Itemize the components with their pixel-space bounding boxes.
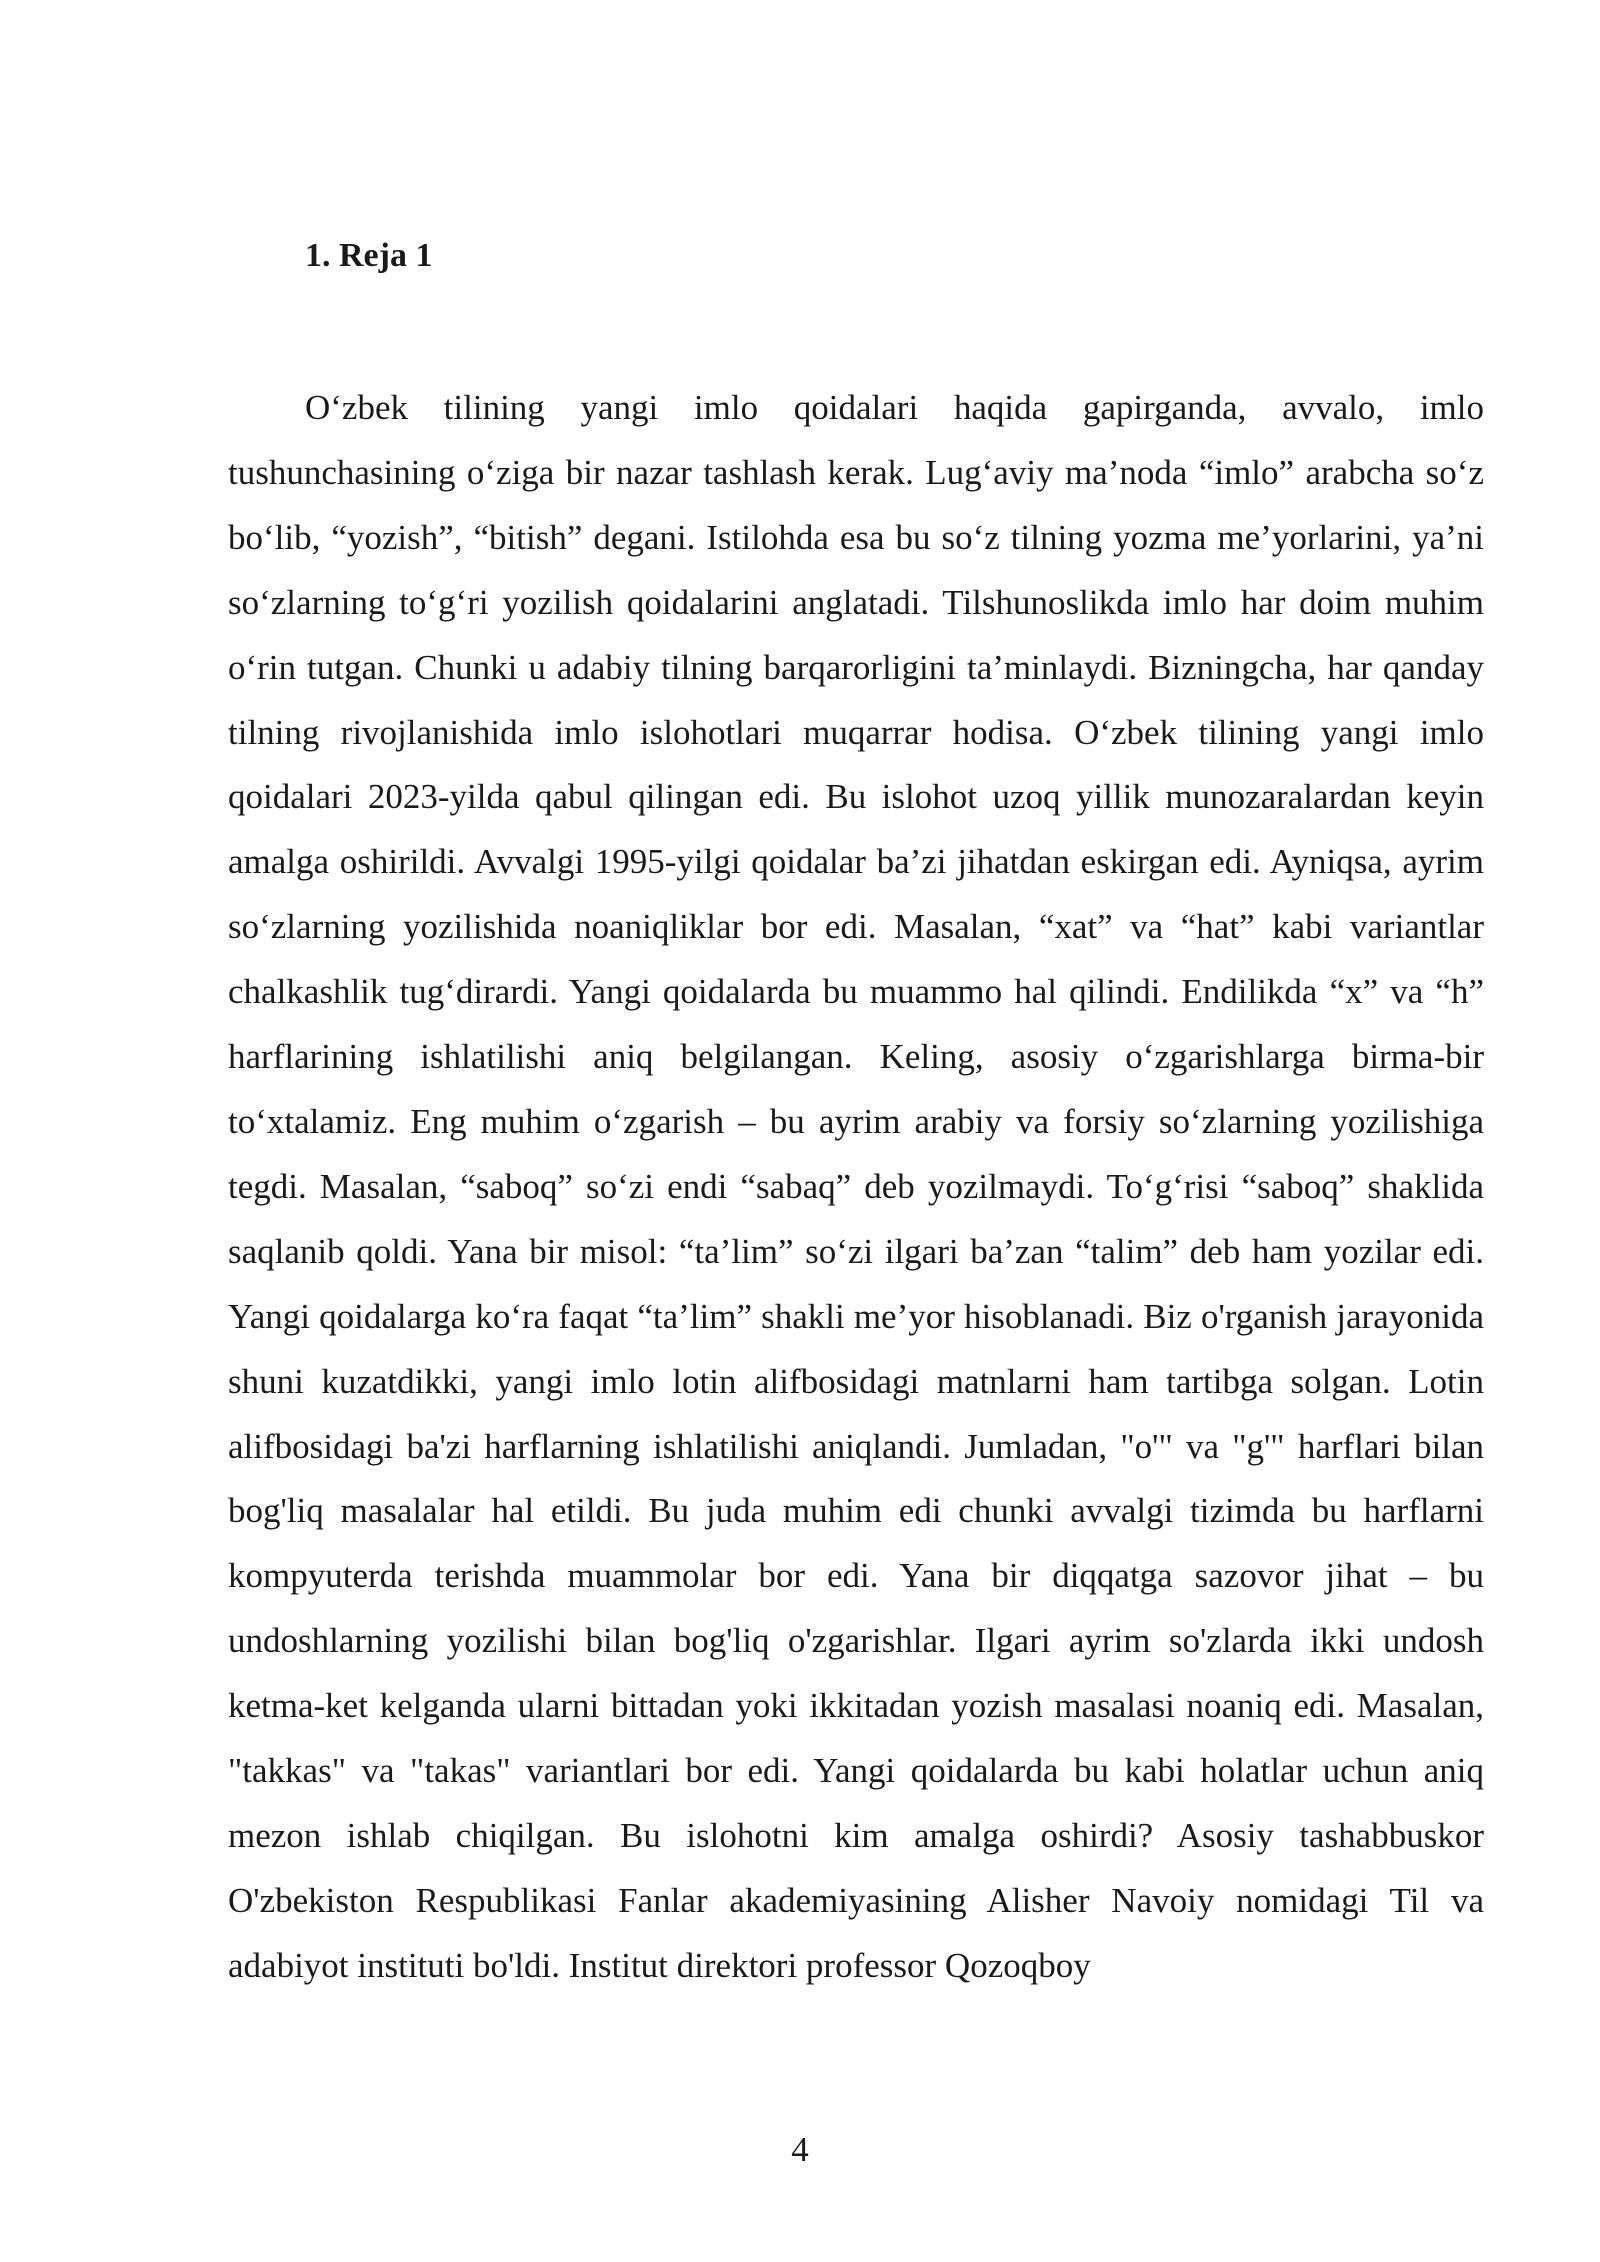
section-heading: 1. Reja 1 (305, 237, 433, 274)
page-number: 4 (791, 2130, 809, 2169)
body-paragraph: O‘zbek tilining yangi imlo qoidalari haqida gapirganda, avvalo, imlo tushunchasining o‘ziga bir nazar tashlash kerak. Lug‘aviy ma’noda “imlo” arabcha so‘z bo‘lib, “yozish”, “bitish” degani. Istilohda esa bu so‘z tilning yozma me’yorlarini, ya’ni so‘zlarning to‘g‘ri yozilish qoidalarini anglatadi. Tilshunoslikda imlo har doim muhim o‘rin tutgan. Chunki u adabiy tilning barqarorligini ta’minlaydi. Bizningcha, har qanday tilning rivojlanishida imlo islohotlari muqarrar hodisa. O‘zbek tilining yangi imlo qoidalari 2023-yilda qabul qilingan edi. Bu islohot uzoq yillik munozaralardan keyin amalga oshirildi. Avvalgi 1995-yilgi qoidalar ba’zi jihatdan eskirgan edi. Ayniqsa, ayrim so‘zlarning yozilishida noaniqliklar bor edi. Masalan, “xat” va “hat” kabi variantlar chalkashlik tug‘dirardi. Yangi qoidalarda bu muammo hal qilindi. Endilikda “x” va “h” harflarining ishlatilishi aniq belgilangan. Keling, asosiy o‘zgarishlarga birma-bir to‘xtalamiz. Eng muhim o‘zgarish – bu ayrim arabiy va forsiy so‘zlarning yozilishiga tegdi. Masalan, “saboq” so‘zi endi “sabaq” deb yozilmaydi. To‘g‘risi “saboq” shaklida saqlanib qoldi. Yana bir misol: “ta’lim” so‘zi ilgari ba’zan “talim” deb ham yozilar edi. Yangi qoidalarga ko‘ra faqat “ta’lim” shakli me’yor hisoblanadi. Biz o'rganish jarayonida shuni kuzatdikki, yangi imlo lotin alifbosidagi matnlarni ham tartibga solgan. Lotin alifbosidagi ba'zi harflarning ishlatilishi aniqlandi. Jumladan, "o'" va "g'" harflari bilan bog'liq masalalar hal etildi. Bu juda muhim edi chunki avvalgi tizimda bu harflarni kompyuterda terishda muammolar bor edi. Yana bir diqqatga sazovor jihat – bu undoshlarning yozilishi bilan bog'liq o'zgarishlar. Ilgari ayrim so'zlarda ikki undosh ketma-ket kelganda ularni bittadan yoki ikkitadan yozish masalasi noaniq edi. Masalan, "takkas" va "takas" variantlari bor edi. Yangi qoidalarda bu kabi holatlar uchun aniq mezon ishlab chiqilgan. Bu islohotni kim amalga oshirdi? Asosiy tashabbuskor O'zbekiston Respublikasi Fanlar akademiyasining Alisher Navoiy nomidagi Til va adabiyot instituti bo'ldi. Institut direktori professor Qozoqboy (228, 388, 1484, 1985)
